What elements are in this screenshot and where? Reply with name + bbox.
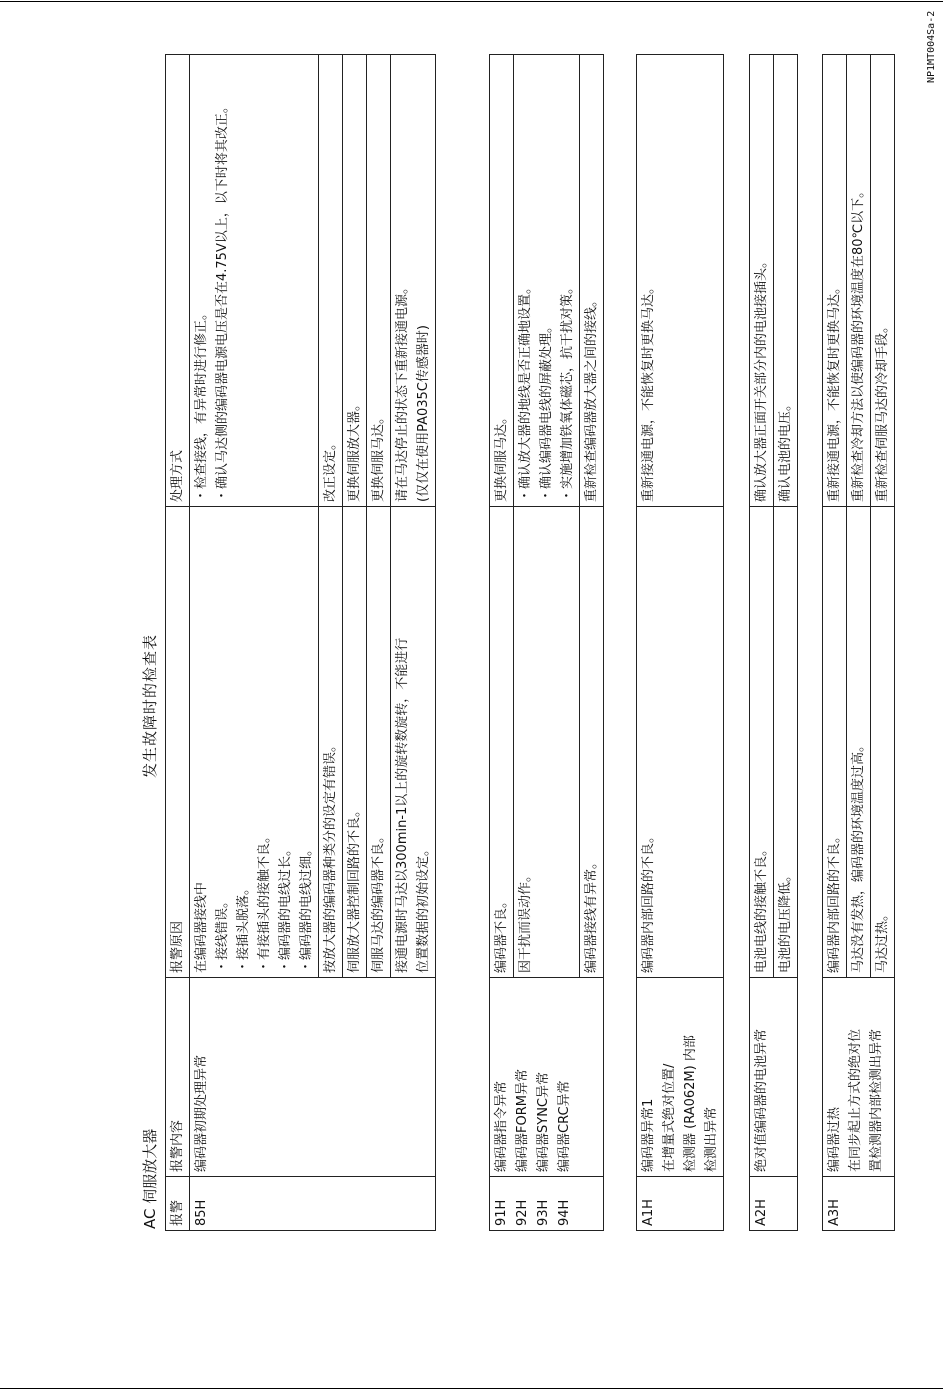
alarm-cause [847, 507, 871, 978]
alarm-remedy [367, 55, 391, 507]
alarm-code-line: 91H [494, 1199, 509, 1226]
alarm-code-line: 92H [515, 1199, 530, 1226]
alarm-cause-line: ・编码器的电线过长。 [278, 842, 293, 973]
alarm-code [490, 1177, 604, 1231]
alarm-content-line: 检测器 (RA062M) 内部 [683, 1035, 698, 1172]
alarm-group-85h [165, 54, 436, 1231]
alarm-remedy [871, 55, 895, 507]
alarm-cause-line: 位置数据的初始设定。 [416, 842, 431, 973]
page-title: 发生故障时的检查表 [141, 633, 159, 778]
alarm-content [190, 978, 436, 1177]
alarm-remedy-line: 更换伺服放大器。 [347, 397, 362, 502]
header-content: 报警内容 [166, 978, 190, 1177]
table-row [490, 55, 514, 1231]
alarm-cause-line: 编码器内部回路的不良。 [641, 829, 656, 973]
alarm-remedy-line: ・确认编码器电线的屏蔽处理。 [539, 319, 554, 502]
alarm-cause [871, 507, 895, 978]
alarm-code [190, 1177, 436, 1231]
alarm-cause-line: 在编码器接线中 [194, 881, 209, 973]
alarm-cause-line: 编码器不良。 [494, 894, 509, 973]
table-row [750, 55, 774, 1231]
doc-number: NP1MT004Sa-2 [926, 10, 937, 83]
alarm-content-line: 编码器CRC异常 [557, 1080, 572, 1172]
alarm-cause-line: 因干扰而误动作。 [518, 868, 533, 973]
alarm-remedy [343, 55, 367, 507]
alarm-cause-line: 按放大器的编码器种类分的设定有错误。 [323, 738, 338, 973]
alarm-remedy-line: 重新检查编码器放大器之间的接线。 [584, 293, 599, 502]
alarm-cause [637, 507, 724, 978]
alarm-code-line: A2H [754, 1199, 769, 1226]
alarm-code-line: 85H [194, 1199, 209, 1226]
alarm-cause-line: ・编码器的电线过细。 [299, 842, 314, 973]
alarm-group-a2h [749, 54, 798, 1231]
alarm-remedy-line: 重新检查冷却方法以使编码器的环境温度在80℃以下。 [851, 184, 866, 502]
alarm-cause [367, 507, 391, 978]
alarm-cause-line: ・接插头脱落。 [236, 881, 251, 973]
alarm-group-91h-94h [489, 54, 604, 1231]
header-remedy: 处理方式 [166, 55, 190, 507]
alarm-remedy [637, 55, 724, 507]
alarm-code [637, 1177, 724, 1231]
alarm-content-line: 编码器FORM异常 [515, 1069, 530, 1172]
alarm-cause [823, 507, 847, 978]
alarm-cause-line: ・接线错误。 [215, 894, 230, 973]
alarm-remedy-line: 请在马达停止的状态下重新接通电源。 [395, 280, 410, 502]
alarm-group-a1h [636, 54, 724, 1231]
alarm-cause-line: 编码器内部回路的不良。 [827, 829, 842, 973]
alarm-cause-line: 电池的电压降低。 [778, 868, 793, 973]
alarm-content-line: 在增量式绝对位置/ [662, 1063, 677, 1172]
alarm-remedy-line: 改正设定。 [323, 436, 338, 502]
alarm-content-line: 置检测器内部检测出异常 [869, 1028, 884, 1172]
alarm-content [750, 978, 798, 1177]
alarm-cause-line: ・有接插头的接触不良。 [257, 829, 272, 973]
table-row [637, 55, 724, 1231]
alarm-cause [343, 507, 367, 978]
alarm-remedy-line: ・检查接线，有异常时进行修正。 [194, 306, 209, 502]
alarm-cause [514, 507, 580, 978]
alarm-code-line: 94H [557, 1199, 572, 1226]
alarm-content-line: 编码器过热 [827, 1106, 842, 1172]
alarm-remedy-line: (仅仅在使用PA035C传感器时) [416, 325, 431, 502]
alarm-cause [490, 507, 514, 978]
alarm-remedy-line: 更换伺服马达。 [371, 410, 386, 502]
alarm-remedy [580, 55, 604, 507]
alarm-remedy [774, 55, 798, 507]
header-code: 报警 [166, 1177, 190, 1231]
table-row [190, 55, 319, 1231]
alarm-content [637, 978, 724, 1177]
alarm-remedy-line: 更换伺服马达。 [494, 410, 509, 502]
alarm-cause-line: 伺服放大器控制回路的不良。 [347, 803, 362, 973]
alarm-cause [774, 507, 798, 978]
alarm-remedy [319, 55, 343, 507]
table-header-row [166, 55, 190, 1231]
alarm-cause-line: 编码器接线有异常。 [584, 855, 599, 973]
alarm-content-line: 在同步起止方式的绝对位 [848, 1028, 863, 1172]
alarm-remedy [190, 55, 319, 507]
alarm-cause [391, 507, 436, 978]
alarm-remedy-line: ・确认放大器的地线是否正确地设置。 [518, 280, 533, 502]
alarm-content [490, 978, 604, 1177]
alarm-cause-line: 接通电源时马达以300min-1以上的旋转数旋转，不能进行 [395, 637, 410, 973]
alarm-content-line: 检测出异常 [704, 1106, 719, 1172]
alarm-code-line: A3H [827, 1199, 842, 1226]
alarm-code [823, 1177, 895, 1231]
alarm-remedy [847, 55, 871, 507]
alarm-code [750, 1177, 798, 1231]
alarm-remedy-line: 确认放大器正面开关部分内的电池接插头。 [754, 254, 769, 502]
alarm-content-line: 编码器初期处理异常 [194, 1054, 209, 1172]
alarm-cause [319, 507, 343, 978]
alarm-content-line: 编码器指令异常 [494, 1080, 509, 1172]
alarm-remedy [514, 55, 580, 507]
alarm-remedy [391, 55, 436, 507]
alarm-remedy-line: ・确认马达侧的编码器电源电压是否在4.75V以上，以下时将其改正。 [215, 100, 230, 502]
alarm-cause [190, 507, 319, 978]
alarm-cause-line: 电池电线的接触不良。 [754, 842, 769, 973]
alarm-cause-line: 马达过热。 [875, 907, 890, 973]
amplifier-caption: AC 伺服放大器 [141, 1128, 159, 1229]
alarm-remedy [750, 55, 774, 507]
alarm-cause-line: 伺服马达的编码器不良。 [371, 829, 386, 973]
alarm-remedy-line: ・实施增加铁氧体磁芯，抗干扰对策。 [560, 280, 575, 502]
alarm-group-a3h [822, 54, 895, 1231]
alarm-cause [750, 507, 774, 978]
alarm-content [823, 978, 895, 1177]
alarm-remedy-line: 重新接通电源，不能恢复时更换马达。 [827, 280, 842, 502]
alarm-remedy-line: 重新检查伺服马达的冷却手段。 [875, 319, 890, 502]
alarm-content-line: 编码器SYNC异常 [536, 1072, 551, 1172]
alarm-code-line: 93H [536, 1199, 551, 1226]
alarm-code-line: A1H [641, 1199, 656, 1226]
alarm-cause [580, 507, 604, 978]
alarm-content-line: 编码器异常1 [641, 1098, 656, 1172]
alarm-content-line: 绝对值编码器的电池异常 [754, 1028, 769, 1172]
table-row [823, 55, 847, 1231]
alarm-remedy [823, 55, 847, 507]
alarm-remedy [490, 55, 514, 507]
alarm-remedy-line: 重新接通电源，不能恢复时更换马达。 [641, 280, 656, 502]
alarm-remedy-line: 确认电池的电压。 [778, 397, 793, 502]
alarm-cause-line: 马达没有发热，编码器的环境温度过高。 [851, 738, 866, 973]
header-cause: 报警原因 [166, 507, 190, 978]
